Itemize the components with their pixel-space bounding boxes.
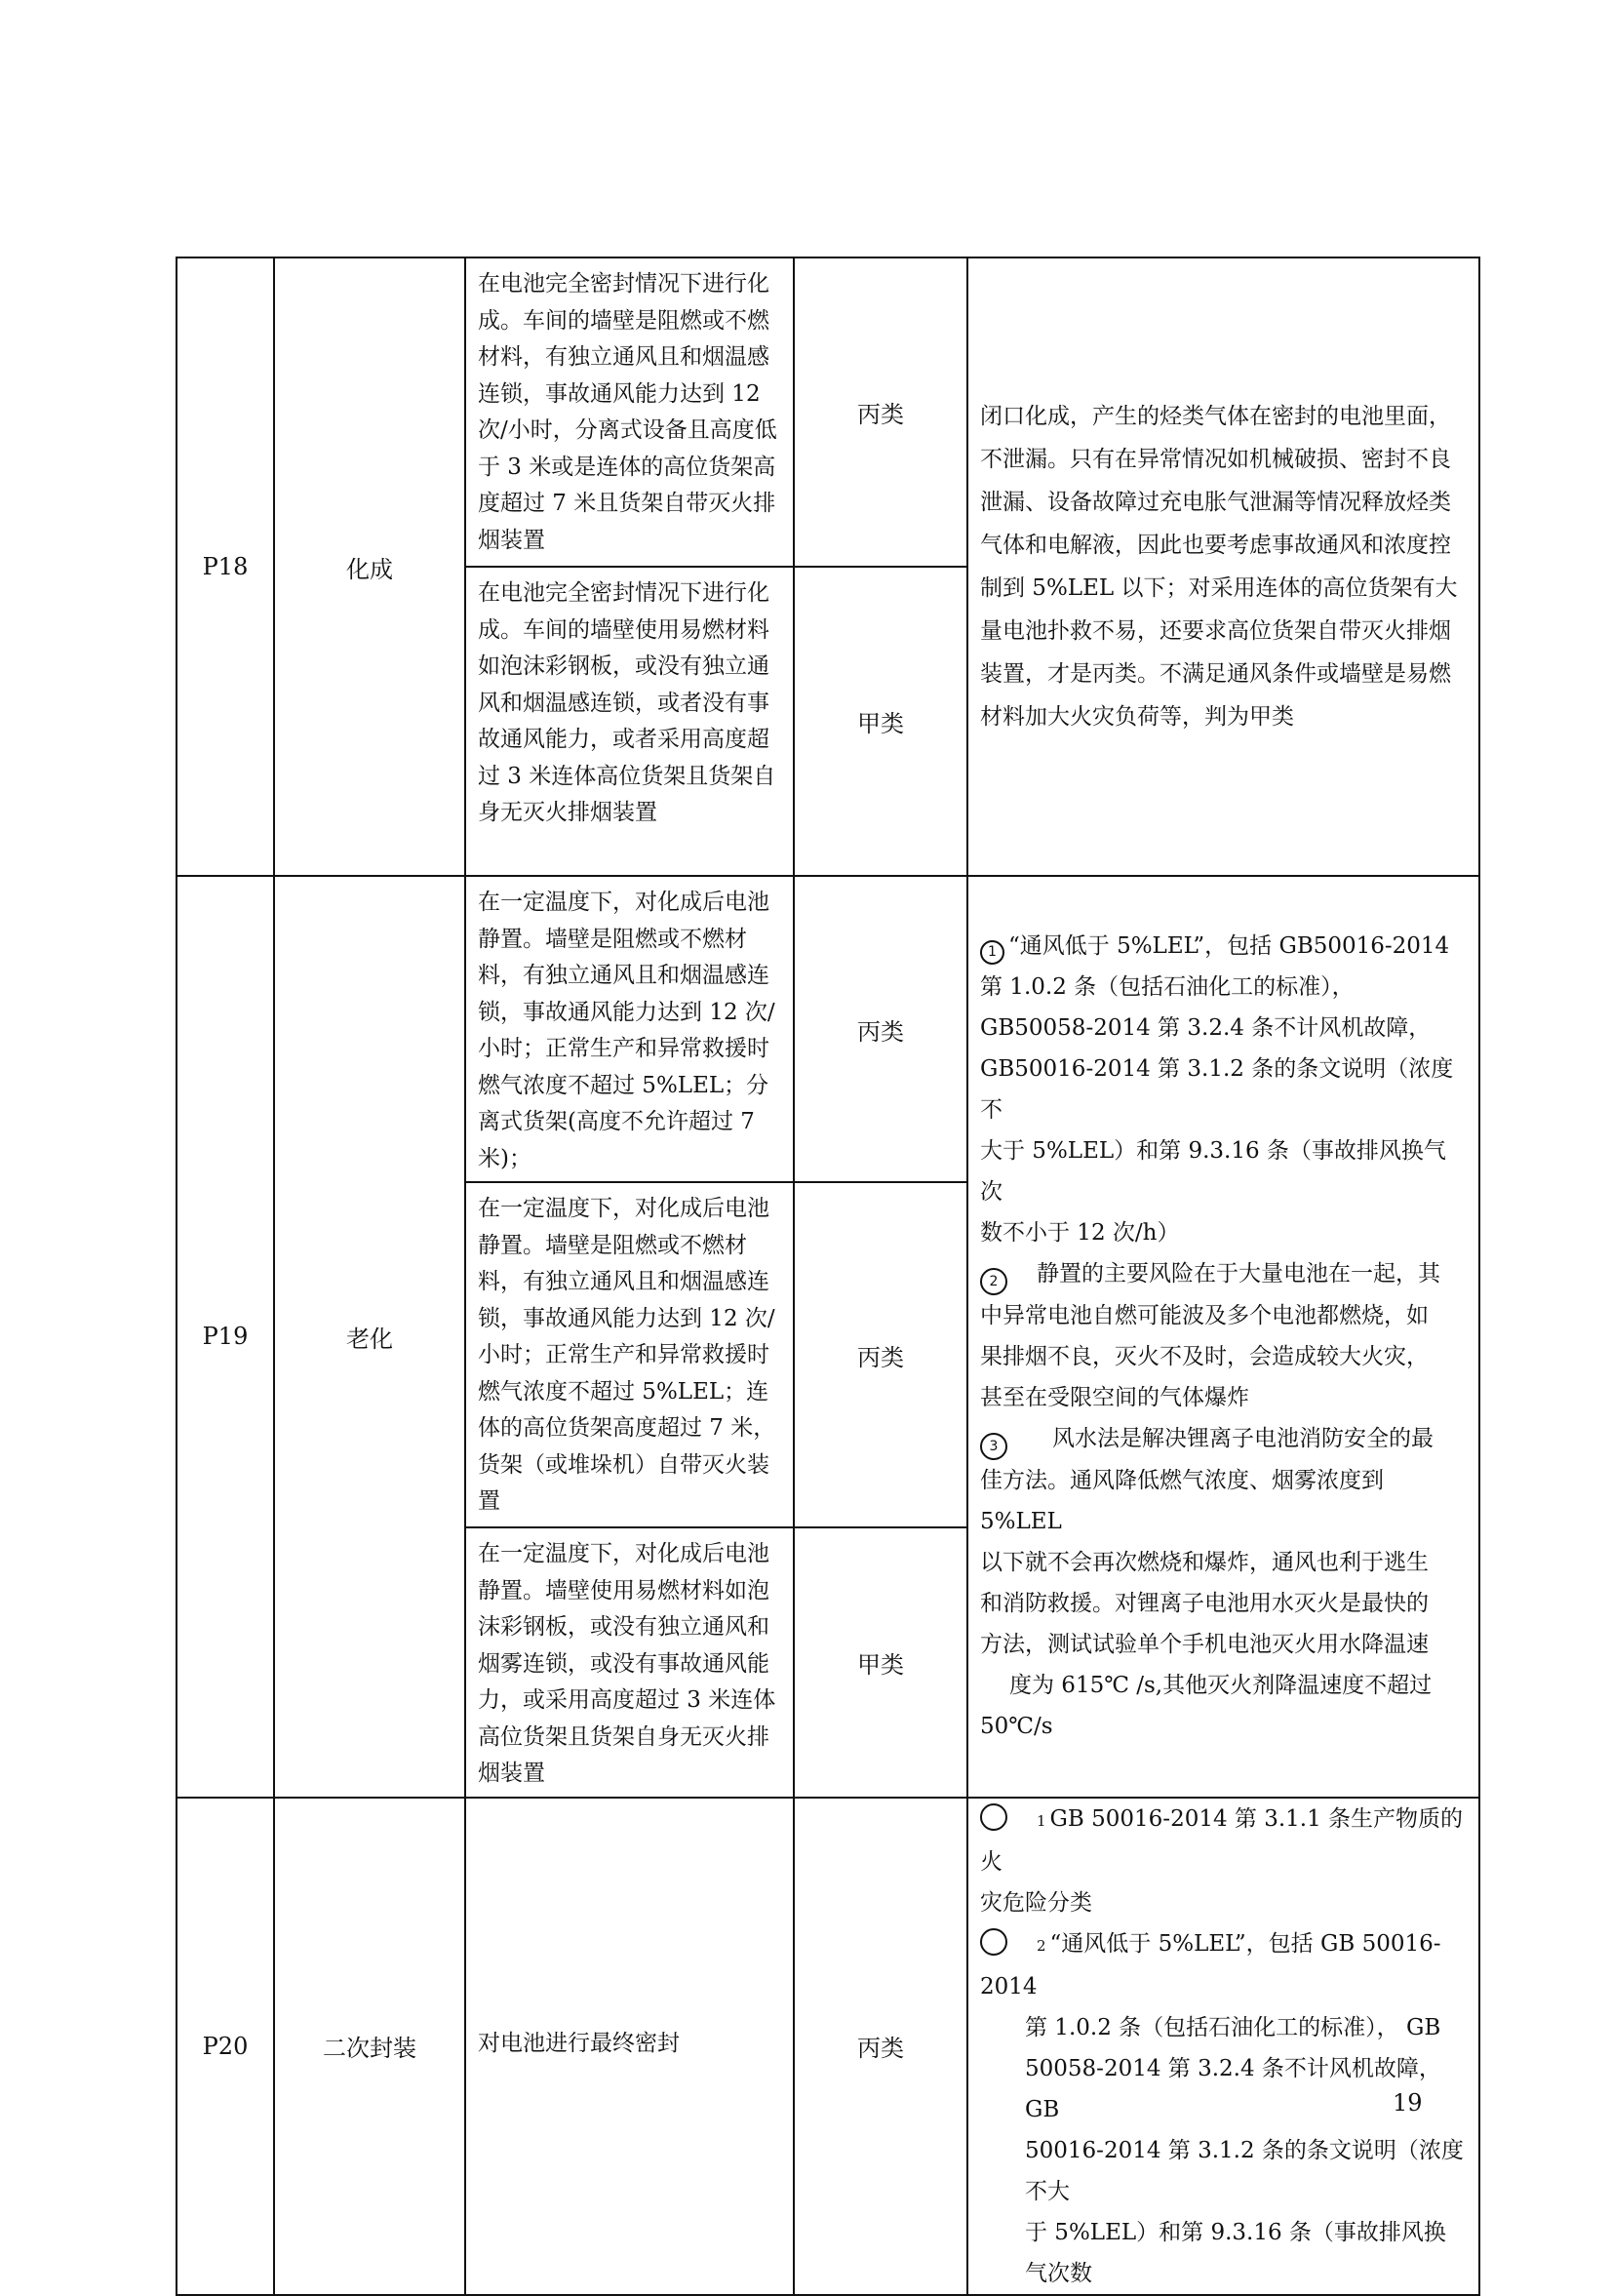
remark-line: 于 5%LEL）和第 9.3.16 条（事故排风换气次数 [1025, 2219, 1446, 2286]
condition-text: 对电池进行最终密封 [478, 2030, 680, 2056]
classification-table [176, 257, 1480, 2296]
remark-line: 方法，测试试验单个手机电池灭火用水降温速 [980, 1632, 1429, 1658]
remark-line: 大于 5%LEL）和第 9.3.16 条（事故排风换气次 [980, 1138, 1446, 1206]
condition-text: 在电池完全密封情况下进行化成。车间的墙壁使用易燃材料如泡沫彩钢板，或没有独立通风和烟温感连锁，或者没有事故通风能力，或者采用高度超过 3 米连体高位货架且货架自身无灭火排烟装置 [478, 580, 776, 825]
remark-line: 和消防救援。对锂离子电池用水灭火是最快的 [980, 1591, 1429, 1617]
remark-cell [967, 1798, 1479, 2295]
condition-cell [465, 567, 794, 876]
circled-number-icon: 3 [980, 1433, 1007, 1460]
remark-line: 灾危险分类 [980, 1889, 1092, 1916]
condition-text: 在一定温度下，对化成后电池静置。墙壁是阻燃或不燃材料，有独立通风且和烟温感连锁，事故通风能力达到 12 次/小时；正常生产和异常救援时燃气浓度不超过 5%LEL；分离式货架(高度不允许超过 7 米)； [478, 890, 775, 1171]
hazard-class: 甲类 [794, 567, 967, 876]
remark-item [980, 1418, 1467, 1747]
condition-text: 在一定温度下，对化成后电池静置。墙壁使用易燃材料如泡沫彩钢板，或没有独立通风和烟雾连锁，或没有事故通风能力，或采用高度超过 3 米连体高位货架且货架自身无灭火排烟装置 [478, 1541, 776, 1786]
hazard-class: 丙类 [794, 1182, 967, 1527]
remark-line: 中异常电池自燃可能波及多个电池都燃烧，如 [980, 1303, 1429, 1329]
condition-cell [465, 257, 794, 567]
remark-line: 果排烟不良，灭火不及时，会造成较大火灾， [980, 1344, 1429, 1370]
remark-line: “通风低于 5%LEL”，包括 GB 50016-2014 [980, 1930, 1441, 1999]
process-name: 老化 [274, 876, 465, 1798]
remark-line: 50016-2014 第 3.1.2 条的条文说明（浓度不大 [1025, 2137, 1464, 2204]
condition-cell [465, 876, 794, 1182]
hazard-class: 丙类 [794, 1798, 967, 2295]
remark-line: 第 1.0.2 条（包括石油化工的标准）， [980, 974, 1355, 1001]
remark-text: 闭口化成，产生的烃类气体在密封的电池里面，不泄漏。只有在异常情况如机械破损、密封不良泄漏、设备故障过充电胀气泄漏等情况释放烃类气体和电解液，因此也要考虑事故通风和浓度控制到 5%LEL 以下；对采用连体的高位货架有大量电池扑救不易，还要求高位货架自带灭火排烟装置，才是丙类。不满足通风条件或墙壁是易燃材料加大火灾负荷等，判为甲类 [980, 404, 1458, 730]
row-id: P20 [177, 1798, 274, 2295]
remark-item [980, 1253, 1467, 1418]
circle-icon [980, 1803, 1007, 1831]
remark-line: 度为 615℃ /s,其他灭火剂降温速度不超过 [1009, 1673, 1433, 1699]
condition-text: 在一定温度下，对化成后电池静置。墙壁是阻燃或不燃材料，有独立通风且和烟温感连锁，事故通风能力达到 12 次/小时；正常生产和异常救援时燃气浓度不超过 5%LEL；连体的高位货架高度超过 7 米，货架（或堆垛机）自带灭火装置 [478, 1196, 776, 1514]
remark-marker: 1 [1037, 1811, 1046, 1830]
hazard-class: 丙类 [794, 876, 967, 1182]
remark-line: 以下就不会再次燃烧和爆炸，通风也利于逃生 [980, 1550, 1429, 1576]
remark-line: 佳方法。通风降低燃气浓度、烟雾浓度到 5%LEL [980, 1468, 1384, 1535]
remark-cell [967, 257, 1479, 876]
circle-icon [980, 1928, 1007, 1956]
remark-list [968, 1799, 1478, 2294]
condition-text: 在电池完全密封情况下进行化成。车间的墙壁是阻燃或不燃材料，有独立通风且和烟温感连锁，事故通风能力达到 12 次/小时，分离式设备且高度低于 3 米或是连体的高位货架高度超过 7 米且货架自带灭火排烟装置 [478, 271, 777, 553]
table-row [177, 876, 1479, 1182]
hazard-class: 甲类 [794, 1527, 967, 1798]
process-name: 二次封装 [274, 1798, 465, 2295]
remark-line: 数不小于 12 次/h） [980, 1220, 1180, 1247]
table-row [177, 257, 1479, 567]
remark-line: GB50016-2014 第 3.1.2 条的条文说明（浓度不 [980, 1056, 1454, 1124]
circled-number-icon: 1 [980, 940, 1004, 965]
condition-cell [465, 1527, 794, 1798]
remark-item [980, 926, 1467, 1253]
condition-cell [465, 1182, 794, 1527]
remark-line: GB50058-2014 第 3.2.4 条不计风机故障， [980, 1015, 1432, 1042]
row-id: P18 [177, 257, 274, 876]
page-number: 19 [1393, 2089, 1423, 2117]
remark-line: 静置的主要风险在于大量电池在一起，其 [1037, 1261, 1440, 1287]
remark-line: GB 50016-2014 第 3.1.1 条生产物质的火 [980, 1805, 1464, 1875]
remark-cell [967, 876, 1479, 1798]
remark-list [968, 926, 1478, 1747]
remark-line: 第 1.0.2 条（包括石油化工的标准）， GB [1025, 2014, 1441, 2040]
remark-line: 风水法是解决锂离子电池消防安全的最 [1052, 1426, 1434, 1452]
table-row [177, 1798, 1479, 2295]
circled-number-icon: 2 [980, 1268, 1007, 1295]
remark-item [980, 1799, 1467, 1923]
remark-line: 50℃/s [980, 1714, 1053, 1740]
hazard-class: 丙类 [794, 257, 967, 567]
row-id: P19 [177, 876, 274, 1798]
remark-marker: 2 [1037, 1936, 1046, 1955]
remark-line: 甚至在受限空间的气体爆炸 [980, 1385, 1249, 1411]
condition-cell [465, 1798, 794, 2295]
remark-line: “通风低于 5%LEL”，包括 GB50016-2014 [1008, 933, 1450, 960]
remark-line: 50058-2014 第 3.2.4 条不计风机故障， GB [1025, 2055, 1441, 2122]
process-name: 化成 [274, 257, 465, 876]
